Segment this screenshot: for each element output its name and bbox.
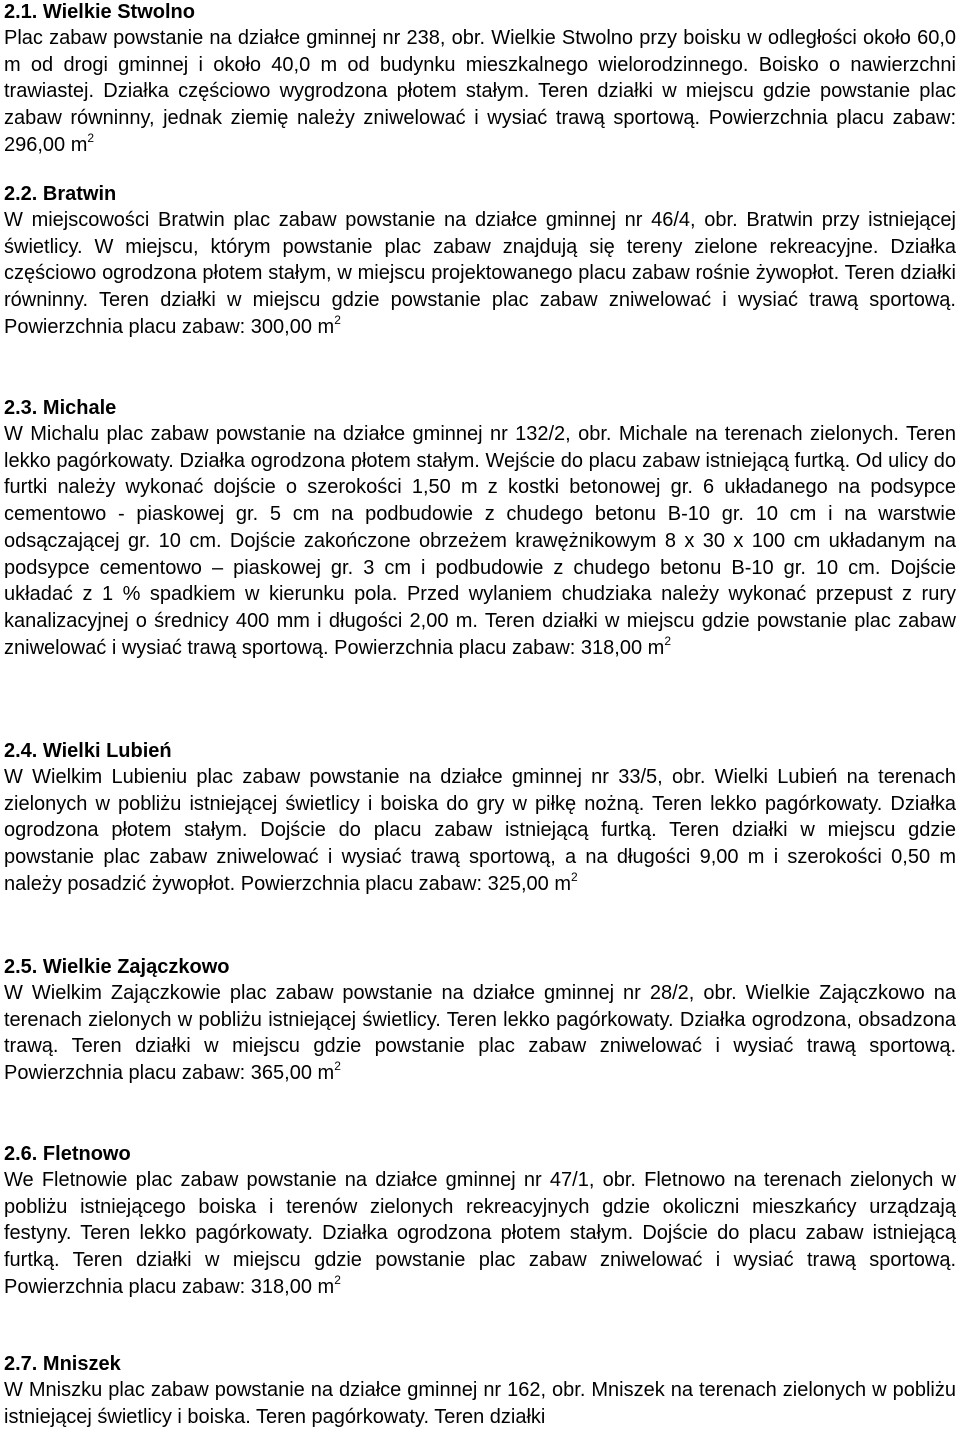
section-text: Plac zabaw powstanie na działce gminnej nr 238, obr. Wielkie Stwolno przy boisku w odległości około 60,0 m od drogi gminnej i około 40,0 m od budynku mieszkalnego wielorodzinnego. Boisko o nawierzchni trawiastej. Działka częściowo wygrodzona płotem stałym. Teren działki w miejscu gdzie powstanie plac zabaw równinny, jednak ziemię należy zniwelować i wysiać trawą sportową. Powierzchnia placu zabaw: 296,00 m: [4, 27, 956, 156]
section-wielkie-zajaczkowo: [4, 954, 956, 1087]
section-text: We Fletnowie plac zabaw powstanie na działce gminnej nr 47/1, obr. Fletnowo na terenach zielonych w pobliżu istniejącego boiska i terenów zielonych rekreacyjnych gdzie okoliczni mieszkańcy urządzają festyny. Teren lekko pagórkowaty. Działka ogrodzona płotem stałym. Dojście do placu zabaw istniejącą furtką. Teren działki w miejscu gdzie powstanie plac zabaw zniwelować i wysiać trawą sportową. Powierzchnia placu zabaw: 318,00 m: [4, 1169, 956, 1298]
section-text: W Wielkim Lubieniu plac zabaw powstanie na działce gminnej nr 33/5, obr. Wielki Lubień na terenach zielonych w pobliżu istniejącej świetlicy i boiska do gry w piłkę nożną. Teren lekko pagórkowaty. Działka ogrodzona płotem stałym. Dojście do placu zabaw istniejącą furtką. Teren działki w miejscu gdzie powstanie plac zabaw zniwelować i wysiać trawą sportową, a na długości 9,00 m i szerokości 0,50 m należy posadzić żywopłot. Powierzchnia placu zabaw: 325,00 m: [4, 766, 956, 895]
section-body: [4, 207, 956, 341]
section-body: [4, 764, 956, 898]
section-heading: 2.2. Bratwin: [4, 183, 117, 205]
area-unit-superscript: 2: [334, 1272, 341, 1287]
section-wielki-lubien: [4, 738, 956, 898]
section-mniszek: [4, 1351, 956, 1430]
section-michale: [4, 395, 956, 661]
area-unit-superscript: 2: [334, 1059, 341, 1074]
section-body: [4, 25, 956, 159]
section-bratwin: [4, 181, 956, 341]
section-heading: 2.1. Wielkie Stwolno: [4, 1, 195, 23]
section-heading: 2.3. Michale: [4, 397, 117, 419]
section-heading: 2.4. Wielki Lubień: [4, 740, 172, 762]
section-heading: 2.7. Mniszek: [4, 1353, 121, 1375]
section-body: [4, 1167, 956, 1301]
section-heading: 2.5. Wielkie Zajączkowo: [4, 956, 230, 978]
section-heading: 2.6. Fletnowo: [4, 1143, 131, 1165]
section-body: [4, 421, 956, 661]
area-unit-superscript: 2: [334, 312, 341, 327]
section-text: W Michalu plac zabaw powstanie na działce gminnej nr 132/2, obr. Michale na terenach zielonych. Teren lekko pagórkowaty. Działka ogrodzona płotem stałym. Wejście do placu zabaw istniejącą furtką. Od ulicy do furtki należy wykonać dojście o szerokości 1,50 m z kostki betonowej gr. 6 układanego na podsypce cementowo - piaskowej gr. 5 cm na podbudowie z chudego betonu B-10 gr. 10 cm i na warstwie odsączającej gr. 10 cm. Dojście zakończone obrzeżem krawężnikowym 8 x 30 x 100 cm układanym na podsypce cementowo – piaskowej gr. 3 cm i podbudowie z chudego betonu B-10 gr. 10 cm. Dojście układać z 1 % spadkiem w kierunku pola. Przed wylaniem chudziaka należy wykonać przepust z rury kanalizacyjnej o średnicy 400 mm i długości 2,00 m. Teren działki w miejscu gdzie powstanie plac zabaw zniwelować i wysiać trawą sportową. Powierzchnia placu zabaw: 318,00 m: [4, 423, 956, 659]
section-text: W miejscowości Bratwin plac zabaw powstanie na działce gminnej nr 46/4, obr. Bratwin przy istniejącej świetlicy. W miejscu, którym powstanie plac zabaw znajdują się tereny zielone rekreacyjne. Działka częściowo ogrodzona płotem stałym, w miejscu projektowanego placu zabaw rośnie żywopłot. Teren działki równinny. Teren działki w miejscu gdzie powstanie plac zabaw zniwelować i wysiać trawą sportową. Powierzchnia placu zabaw: 300,00 m: [4, 209, 956, 338]
section-body: [4, 980, 956, 1087]
area-unit-superscript: 2: [570, 869, 578, 884]
section-text: W Wielkim Zajączkowie plac zabaw powstanie na działce gminnej nr 28/2, obr. Wielkie Zajączkowo na terenach zielonych w pobliżu istniejącej świetlicy. Teren lekko pagórkowaty. Działka ogrodzona, obsadzona trawą. Teren działki w miejscu gdzie powstanie plac zabaw zniwelować i wysiać trawą sportową. Powierzchnia placu zabaw: 365,00 m: [4, 982, 956, 1085]
area-unit-superscript: 2: [664, 633, 671, 648]
section-fletnowo: [4, 1141, 956, 1301]
area-unit-superscript: 2: [87, 130, 95, 145]
section-text: W Mniszku plac zabaw powstanie na działce gminnej nr 162, obr. Mniszek na terenach zielonych w pobliżu istniejącej świetlicy i boiska. Teren pagórkowaty. Teren działki: [4, 1379, 956, 1428]
section-body: [4, 1377, 956, 1430]
section-wielkie-stwolno: [4, 0, 956, 159]
